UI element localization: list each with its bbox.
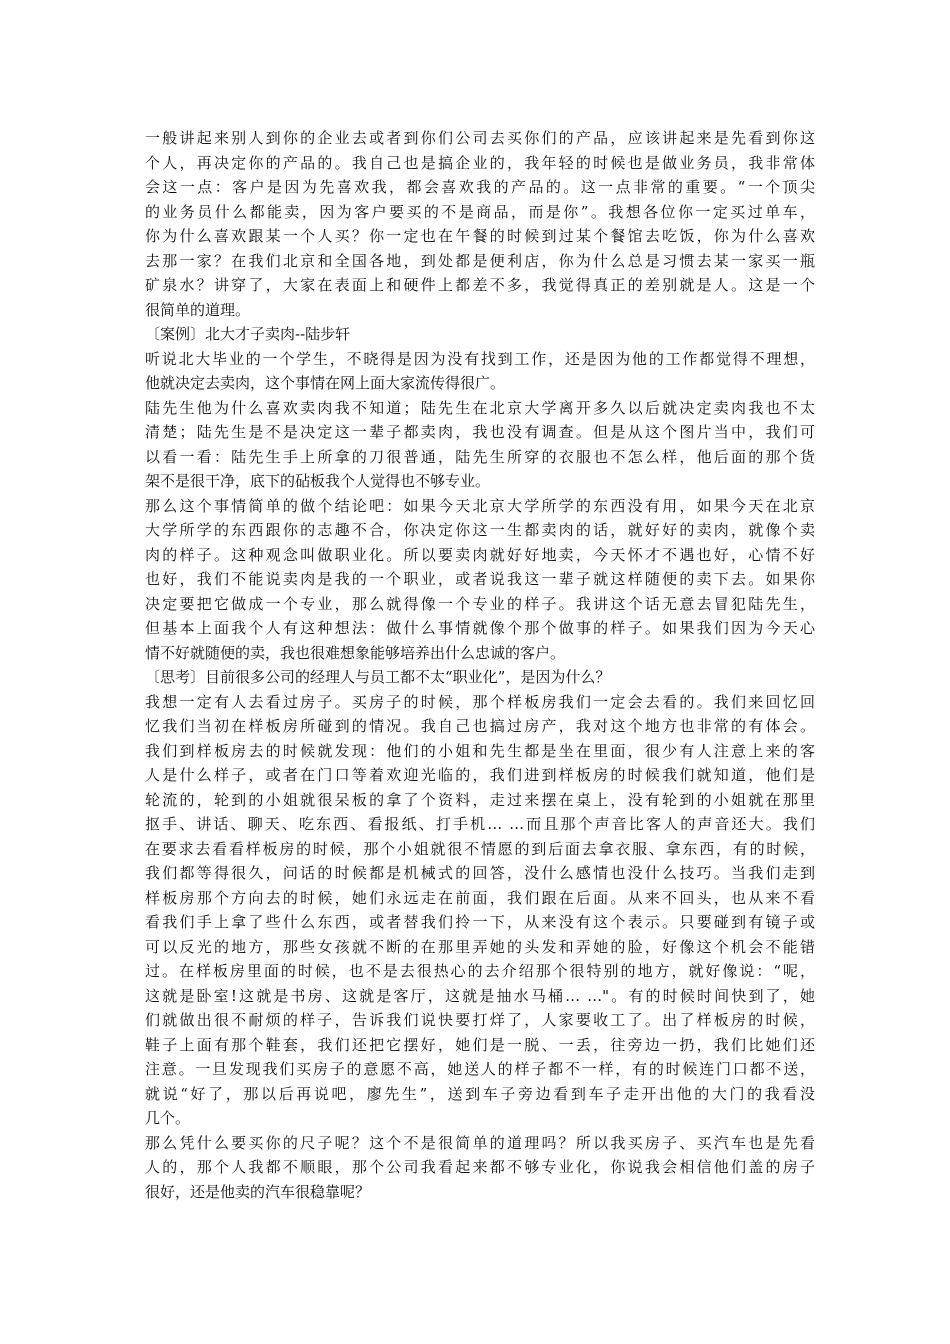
- text-line: 可以反光的地方，那些女孩就不断的在那里弄她的头发和弄她的脸，好像这个机会不能错: [145, 937, 815, 956]
- text-line: 陆先生他为什么喜欢卖肉我不知道；陆先生在北京大学离开多久以后就决定卖肉我也不太: [145, 398, 815, 417]
- text-line: 很简单的道理。: [145, 300, 251, 319]
- text-line: 抠手、讲话、聊天、吃东西、看报纸、打手机… …而且那个声音比客人的声音还大。我们: [145, 815, 815, 833]
- text-line: 〔思考〕目前很多公司的经理人与员工都不太“职业化”，是因为什么？: [145, 668, 611, 686]
- text-line: 很好，还是他卖的汽车很稳靠呢？: [145, 1182, 371, 1201]
- text-line: 会这一点：客户是因为先喜欢我，都会喜欢我的产品的。这一点非常的重要。“一个顶尖: [145, 178, 815, 196]
- text-line: 去那一家？在我们北京和全国各地，到处都是便利店，你为什么总是习惯去某一家买一瓶: [145, 251, 815, 270]
- text-line: 矿泉水？讲穿了，大家在表面上和硬件上都差不多，我觉得真正的差别就是人。这是一个: [145, 276, 815, 294]
- text-line: 以看一看：陆先生手上所拿的刀很普通，陆先生所穿的衣服也不怎么样，他后面的那个货: [145, 447, 815, 466]
- text-line: 注意。一旦发现我们买房子的意愿不高，她送人的样子都不一样，有的时候连门口都不送，: [145, 1060, 815, 1078]
- text-line: 你为什么喜欢跟某一个人买？你一定也在午餐的时候到过某个餐馆去吃饭，你为什么喜欢: [145, 227, 815, 245]
- text-line: 的业务员什么都能卖，因为客户要买的不是商品，而是你”。我想各位你一定买过单车，: [145, 202, 815, 221]
- text-line: 就说“好了，那以后再说吧，廖先生”，送到车子旁边看到车子走开出他的大门的我看没: [145, 1084, 815, 1103]
- text-line: 也好，我们不能说卖肉是我的一个职业，或者说我这一辈子就这样随便的卖下去。如果你: [145, 570, 815, 588]
- text-line: 情不好就随便的卖，我也很难想象能够培养出什么忠诚的客户。: [145, 643, 566, 662]
- text-line: 这就是卧室!这就是书房、这就是客厅，这就是抽水马桶… …"。有的时候时间快到了，她: [145, 986, 815, 1005]
- text-line: 我想一定有人去看过房子。买房子的时候，那个样板房我们一定会去看的。我们来回忆回: [145, 692, 815, 711]
- text-line: 在要求去看看样板房的时候，那个小姐就很不情愿的到后面去拿衣服、拿东西，有的时候，: [145, 839, 815, 858]
- text-line: 大学所学的东西跟你的志趣不合，你决定你这一生都卖肉的话，就好好的卖肉，就像个卖: [145, 521, 815, 539]
- text-line: 一般讲起来别人到你的企业去或者到你们公司去买你们的产品，应该讲起来是先看到你这: [145, 129, 815, 147]
- text-line: 〔案例〕北大才子卖肉--陆步轩: [145, 325, 351, 343]
- document-body: [145, 126, 815, 1204]
- text-line: 过。在样板房里面的时候，也不是去很热心的去介绍那个很特别的地方，就好像说：“呢，: [145, 962, 815, 980]
- text-line: 鞋子上面有那个鞋套，我们还把它摆好，她们是一脱、一丢，往旁边一扔，我们比她们还: [145, 1035, 815, 1054]
- text-line: 肉的样子。这种观念叫做职业化。所以要卖肉就好好地卖，今天怀才不遇也好，心情不好: [145, 545, 815, 564]
- text-line: 忆我们当初在样板房所碰到的情况。我自己也搞过房产，我对这个地方也非常的有体会。: [145, 717, 815, 735]
- text-line: 但基本上面我个人有这种想法：做什么事情就像个那个做事的样子。如果我们因为今天心: [145, 619, 815, 637]
- text-line: 们就做出很不耐烦的样子，告诉我们说快要打烊了，人家要收工了。出了样板房的时候，: [145, 1011, 815, 1029]
- text-line: 我们到样板房去的时候就发现：他们的小姐和先生都是坐在里面，很少有人注意上来的客: [145, 741, 815, 760]
- text-line: 架不是很干净，底下的砧板我个人觉得也不够专业。: [145, 472, 491, 490]
- text-line: 他就决定去卖肉，这个事情在网上面大家流传得很广。: [145, 374, 506, 392]
- text-line: 个人，再决定你的产品的。我自己也是搞企业的，我年轻的时候也是做业务员，我非常体: [145, 153, 815, 172]
- text-line: 几个。: [145, 1109, 191, 1127]
- text-line: 看我们手上拿了些什么东西，或者替我们拎一下，从来没有这个表示。只要碰到有镜子或: [145, 913, 815, 931]
- text-line: 轮流的，轮到的小姐就很呆板的拿了个资料，走过来摆在桌上，没有轮到的小姐就在那里: [145, 790, 815, 809]
- text-line: 听说北大毕业的一个学生，不晓得是因为没有找到工作，还是因为他的工作都觉得不理想，: [145, 349, 815, 368]
- text-line: 清楚；陆先生是不是决定这一辈子都卖肉，我也没有调查。但是从这个图片当中，我们可: [145, 423, 815, 441]
- text-line: 人的，那个人我都不顺眼，那个公司我看起来都不够专业化，你说我会相信他们盖的房子: [145, 1158, 815, 1176]
- text-line: 样板房那个方向去的时候，她们永远走在前面，我们跟在后面。从来不回头，也从来不看: [145, 888, 815, 907]
- text-line: 我们都等得很久，问话的时候都是机械式的回答，没什么感情也没什么技巧。当我们走到: [145, 864, 815, 882]
- text-line: 人是什么样子，或者在门口等着欢迎光临的，我们进到样板房的时候我们就知道，他们是: [145, 766, 815, 784]
- text-line: 那么凭什么要买你的尺子呢？这个不是很简单的道理吗？所以我买房子、买汽车也是先看: [145, 1133, 815, 1152]
- text-line: 决定要把它做成一个专业，那么就得像一个专业的样子。我讲这个话无意去冒犯陆先生，: [145, 594, 815, 613]
- text-line: 那么这个事情简单的做个结论吧：如果今天北京大学所学的东西没有用，如果今天在北京: [145, 496, 815, 515]
